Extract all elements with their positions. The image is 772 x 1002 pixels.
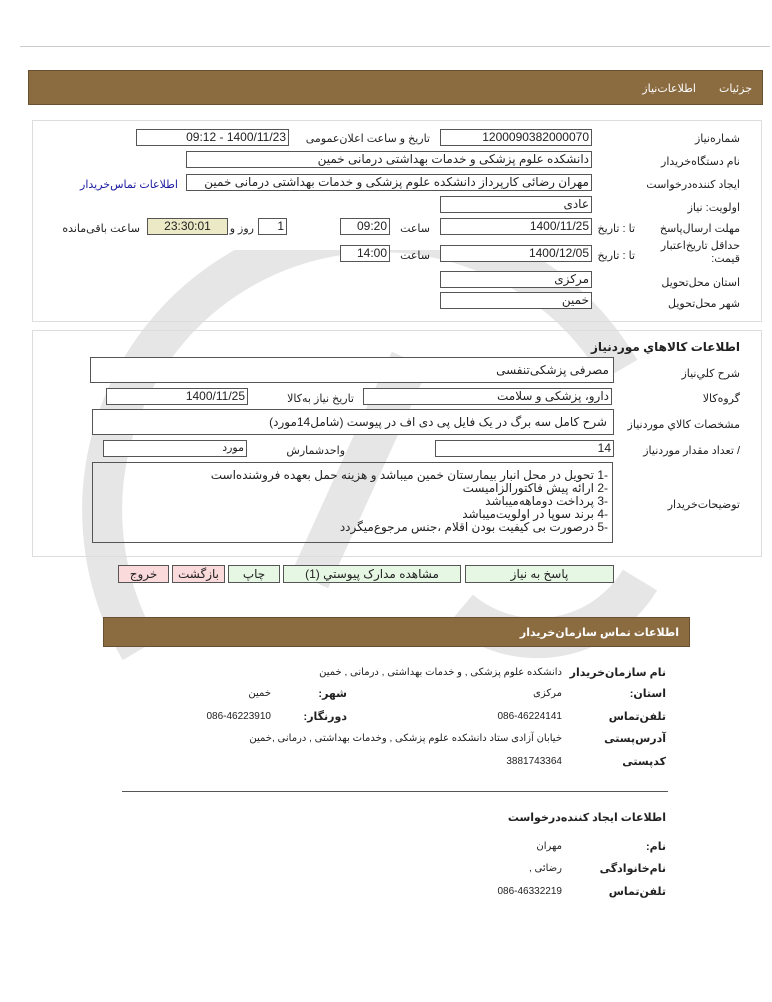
fax-value: 086-46223910 [206,711,271,722]
back-button[interactable]: بازگشت [172,565,225,583]
validity-time-label: ساعت [400,250,430,262]
top-divider [20,46,770,47]
unit-label: واحد‌شمارش [286,445,345,457]
desc-label: شرح کلي‌نیاز [681,368,740,380]
unit-field: مورد [103,440,247,457]
province-label: استان محل‌تحویل [661,277,740,289]
city-field: خمین [440,292,592,309]
note-line: -4 برند سوپا در اولویت‌میباشد [462,507,608,521]
contact-province-value: مرکزی [533,688,562,699]
deadline-label: مهلت ارسال‌پاسخ [659,223,740,235]
creator-info-title: اطلاعات ایجاد کننده‌درخواست [507,812,666,824]
spec-label: مشخصات کالاي مورد‌نیاز [627,419,740,431]
creator-label: ایجاد کننده‌درخواست [646,179,740,191]
deadline-time-label: ساعت [400,223,430,235]
buyer-field: دانشکده علوم پزشکی و خدمات بهداشتی درمانی خمین [186,151,592,168]
org-value: دانشکده علوم پزشکی , و خدمات بهداشتی , درمانی , خمین [319,667,562,678]
phone-value: 086-46224141 [497,711,562,722]
exit-button[interactable]: خروج [118,565,169,583]
validity-label: حداقل تاریخ‌اعتبار قیمت: [660,240,740,265]
need-date-label: تاریخ نیاز به‌کالا [287,393,354,405]
buyer-contact-link[interactable]: اطلاعات تماس‌خریدار [80,179,178,191]
group-field: دارو، پزشکی و سلامت [363,388,612,405]
contact-title: اطلاعات تماس سازمان‌خریدار [519,627,679,639]
creator-field: مهران رضائی کارپرداز دانشکده علوم پزشکی و خدمات بهداشتی درمانی خمین [186,174,592,191]
deadline-time-field: 09:20 [340,218,390,235]
province-field: مرکزی [440,271,592,288]
deadline-to-date-label: تا : تاریخ [597,223,635,235]
creator-name-label: نام: [646,841,666,853]
address-label: آدرس‌پستی [604,733,666,745]
city-label: شهر محل‌تحویل [668,298,740,310]
contact-city-label: شهر: [318,688,347,700]
reply-button[interactable]: پاسخ به نیاز [465,565,614,583]
creator-phone-value: 086-46332219 [497,886,562,897]
days-field: 1 [258,218,287,235]
desc-field: مصرفی پزشکی‌تنفسی [90,357,614,383]
need-number-label: شماره‌نیاز [694,133,740,145]
note-line: -1 تحویل در محل انبار بیمارستان خمین میباشد و هزینه حمل بعهده فروشنده‌است [210,468,608,482]
remaining-time-field: 23:30:01 [147,218,228,235]
qty-label: / تعداد مقدار مورد‌نیاز [643,445,740,457]
notes-field [92,462,613,543]
notes-label: توضیحات‌خریدار [667,499,740,511]
contact-province-label: استان: [629,688,666,700]
goods-title: اطلاعات کالاهاي موردنیاز [590,340,740,354]
postal-label: کد‌پستی [622,756,666,768]
contact-header-bar [103,617,690,647]
spec-field: شرح کامل سه برگ در یک فایل پی دی اف در پیوست (شامل14مورد) [92,409,614,435]
remaining-label: ساعت باقی‌مانده [62,223,140,235]
creator-family-label: نام‌خانوادگی [599,863,666,875]
priority-field: عادی [440,196,592,213]
creator-family-value: رضائی , [528,863,562,874]
note-line: -5 درصورت بی کیفیت بودن اقلام ،جنس مرجوع‌میگردد [339,520,608,534]
address-value: خیابان آزادی ستاد دانشکده علوم پزشکی , وخدمات بهداشتی , درمانی ,خمین [249,733,562,744]
group-label: گروه‌کالا [702,393,740,405]
days-label: روز و [229,223,254,235]
details-header-bar [28,70,763,105]
need-number-field: 1200090382000070 [440,129,592,146]
note-line: -2 ارائه پیش فاکتورالزامیست [462,481,608,495]
section-divider [122,791,668,792]
validity-to-date-label: تا : تاریخ [597,250,635,262]
note-line: -3 پرداخت دوماهه‌میباشد [485,494,608,508]
postal-value: 3881743364 [506,756,562,767]
print-button[interactable]: چاپ [228,565,280,583]
validity-time-field: 14:00 [340,245,390,262]
attachments-button[interactable]: مشاهده مدارک پیوستي (1) [283,565,461,583]
creator-name-value: مهران [536,841,562,852]
creator-phone-label: تلفن‌تماس [608,886,666,898]
deadline-date-field: 1400/11/25 [440,218,592,235]
validity-date-field: 1400/12/05 [440,245,592,262]
qty-field: 14 [435,440,614,457]
announce-field: 1400/11/23 - 09:12 [136,129,289,146]
tab-details[interactable]: جزئیات [719,83,752,95]
tab-need-info[interactable]: اطلاعات‌نیاز [642,83,696,95]
need-date-field: 1400/11/25 [106,388,248,405]
priority-label: اولویت: نیاز [687,202,740,214]
fax-label: دورنگار: [303,711,347,723]
org-label: نام سازمان‌خریدار [569,667,666,679]
contact-city-value: خمین [248,688,271,699]
announce-label: تاریخ و ساعت اعلان‌عمومی [305,133,430,145]
phone-label: تلفن‌تماس [608,711,666,723]
buyer-label: نام دستگاه‌خریدار [661,156,740,168]
